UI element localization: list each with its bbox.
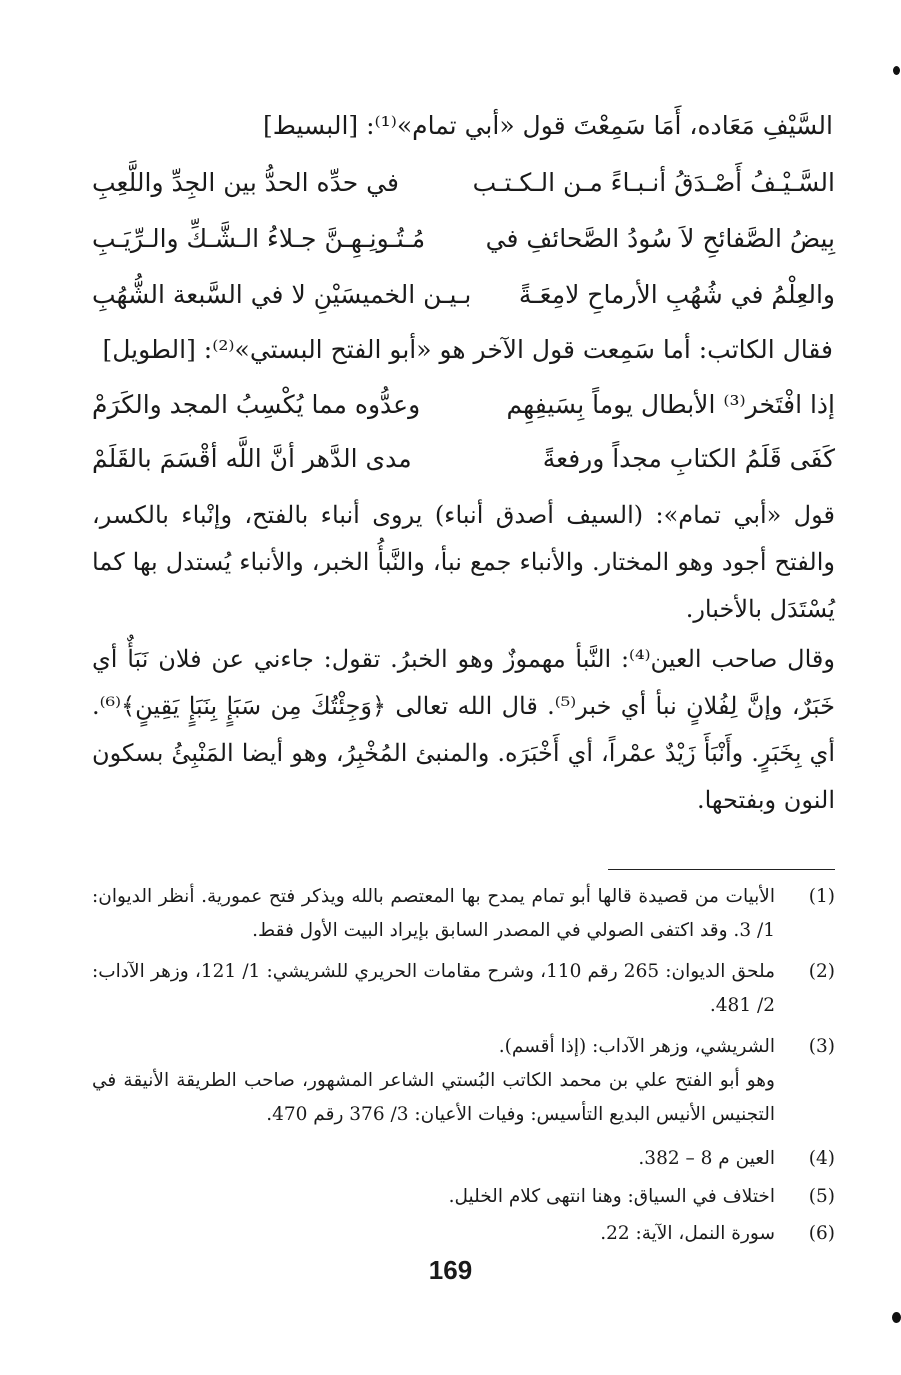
footnote-6 bbox=[92, 1217, 835, 1251]
verse-second-hemistich: بـيـن الخميسَيْنِ لا في السَّبعة الشُّهُبِ bbox=[92, 280, 472, 309]
poem2-verse-2 bbox=[92, 437, 835, 481]
verse-second-hemistich: مُـتُـونِـهِـنَّ جـلاءُ الـشَّـكِّ والـرِّيَـبِ bbox=[92, 224, 426, 253]
paragraph-2: وقال صاحب العين⁽⁴⁾: النَّبأ مهموزٌ وهو الخبرُ. تقول: جاءني عن فلان نَبَأٌ أي خَبَرٌ، وإنَّ لِفُلانٍ نبأ أي خبر⁽⁵⁾. قال الله تعالى ﴿وَجِئْتُكَ مِن سَبَإٍ بِنَبَإٍ يَقِينٍ﴾⁽⁶⁾. أي بِخَبَرٍ. وأَنْبَأَ زَيْدٌ عمْراً، أي أَخْبَرَه. والمنبئ المُخْبِرُ، وهو أيضا المَنْبِئُ بسكون النون وبفتحها. bbox=[92, 645, 835, 814]
footnote-4 bbox=[92, 1142, 835, 1176]
footnote-text: الشريشي، وزهر الآداب: (إذا أقسم). bbox=[498, 1036, 775, 1057]
poem1-verse-3 bbox=[92, 273, 835, 317]
poem1-verse-2 bbox=[92, 217, 835, 261]
verse-first-hemistich: بِيضُ الصَّفائحِ لاَ سُودُ الصَّحائفِ في bbox=[485, 224, 835, 253]
footnote-number: (4) bbox=[808, 1148, 835, 1169]
footnote-3 bbox=[92, 1030, 835, 1132]
footnote-separator bbox=[608, 869, 835, 870]
footnote-text: العين م 8 – 382. bbox=[638, 1148, 775, 1169]
paragraph-1: قول «أبي تمام»: (السيف أصدق أنباء) يروى أنباء بالفتح، وإنْباء بالكسر، والفتح أجود وهو المختار. والأنباء جمع نبأ، والنَّبأُ الخبر، والأنباء يُستدل بها كما يُسْتَدَل بالأخبار. bbox=[92, 501, 835, 623]
intro-line-2: فقال الكاتب: أما سَمِعت قول الآخر هو «أبو الفتح البستي»⁽²⁾: [الطويل] bbox=[102, 335, 833, 364]
footnote-number: (3) bbox=[808, 1036, 835, 1057]
verse-second-hemistich: مدى الدَّهر أنَّ اللَّه أقْسَمَ بالقَلَمْ bbox=[92, 444, 412, 473]
footnote-number: (1) bbox=[808, 886, 835, 907]
footnote-number: (6) bbox=[808, 1223, 835, 1244]
scan-mark bbox=[893, 66, 900, 75]
verse-first-hemistich: إذا افْتَخر⁽³⁾ الأبطال يوماً بِسَيفِهِم bbox=[506, 390, 835, 419]
footnote-text: اختلاف في السياق: وهنا انتهى كلام الخليل. bbox=[448, 1186, 775, 1207]
footnote-text-continued: وهو أبو الفتح علي بن محمد الكاتب البُستي الشاعر المشهور، صاحب الطريقة الأنيقة في التجنيس الأنيس البديع التأسيس: وفيات الأعيان: 3/ 376 رقم 470. bbox=[92, 1070, 775, 1125]
verse-second-hemistich: وعدُّوه مما يُكْسِبُ المجد والكَرَمْ bbox=[92, 390, 421, 419]
verse-first-hemistich: السَّـيْـفُ أَصْـدَقُ أنـبـاءً مـن الـكـتـب bbox=[472, 168, 835, 197]
footnote-5 bbox=[92, 1180, 835, 1214]
scan-mark bbox=[892, 1312, 901, 1323]
page-number: 169 bbox=[428, 1255, 473, 1285]
footnote-text: ملحق الديوان: 265 رقم 110، وشرح مقامات الحريري للشريشي: 1/ 121، وزهر الآداب: 2/ 481. bbox=[92, 961, 775, 1016]
footnote-text: سورة النمل، الآية: 22. bbox=[600, 1223, 775, 1244]
footnote-text: الأبيات من قصيدة قالها أبو تمام يمدح بها المعتصم بالله ويذكر فتح عمورية. أنظر الديوان: 1/ 3. وقد اكتفى الصولي في المصدر السابق بإيراد البيت الأول فقط. bbox=[92, 886, 775, 941]
verse-second-hemistich: في حدِّه الحدُّ بين الجِدِّ واللَّعِبِ bbox=[92, 168, 399, 197]
poem1-verse-1 bbox=[92, 161, 835, 205]
footnote-number: (2) bbox=[808, 961, 835, 982]
verse-first-hemistich: كَفَى قَلَمُ الكتابِ مجداً ورفعةً bbox=[542, 444, 835, 473]
verse-first-hemistich: والعِلْمُ في شُهُبِ الأرماحِ لامِعَـةً bbox=[518, 280, 835, 309]
footnote-number: (5) bbox=[808, 1186, 835, 1207]
footnote-2 bbox=[92, 955, 835, 1023]
intro-line: السَّيْفِ مَعَاده، أَمَا سَمِعْتَ قول «أبي تمام»⁽¹⁾: [البسيط] bbox=[262, 111, 833, 140]
footnote-1 bbox=[92, 880, 835, 948]
poem2-verse-1 bbox=[92, 383, 835, 427]
